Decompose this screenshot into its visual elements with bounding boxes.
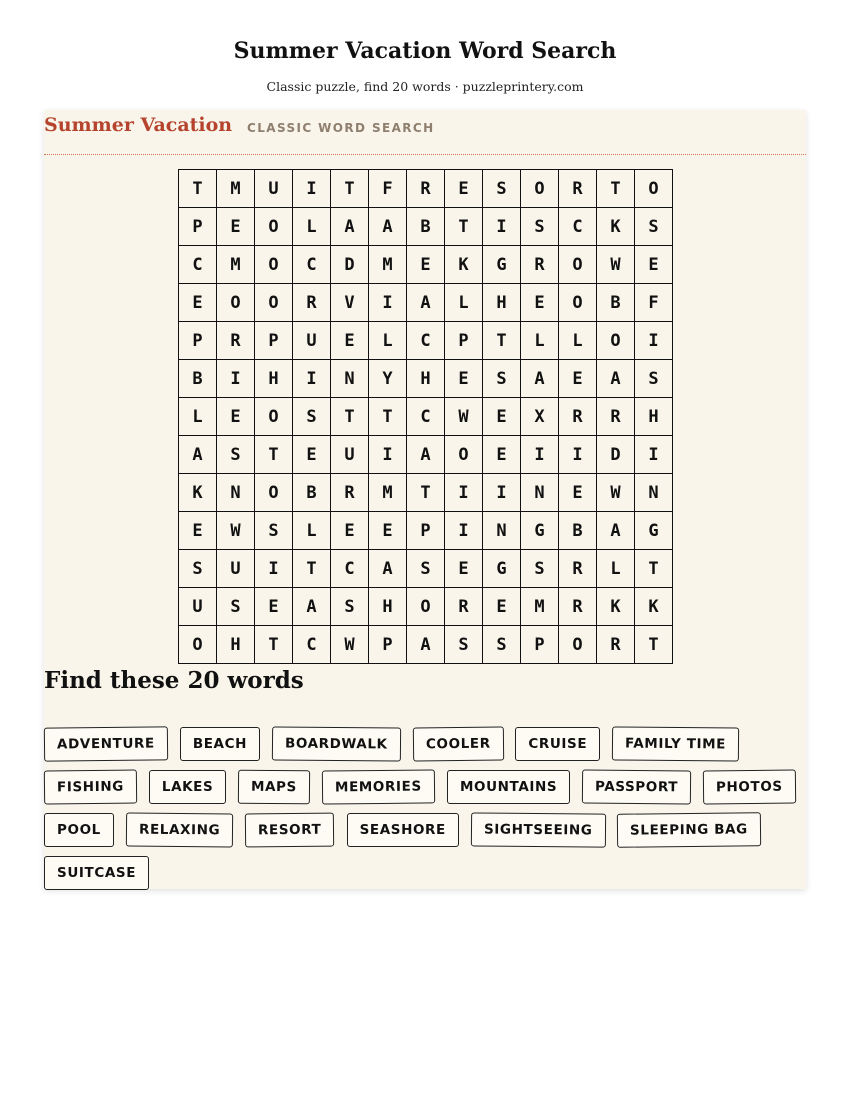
grid-cell[interactable]: R: [521, 246, 559, 284]
grid-cell[interactable]: B: [293, 474, 331, 512]
grid-cell[interactable]: M: [217, 246, 255, 284]
grid-cell[interactable]: K: [597, 588, 635, 626]
grid-cell[interactable]: E: [635, 246, 673, 284]
grid-cell[interactable]: I: [483, 208, 521, 246]
grid-cell[interactable]: T: [635, 550, 673, 588]
grid-cell[interactable]: E: [407, 246, 445, 284]
grid-cell[interactable]: M: [521, 588, 559, 626]
grid-cell[interactable]: F: [369, 170, 407, 208]
grid-cell[interactable]: E: [521, 284, 559, 322]
grid-cell[interactable]: G: [635, 512, 673, 550]
grid-cell[interactable]: N: [483, 512, 521, 550]
grid-cell[interactable]: O: [255, 284, 293, 322]
grid-cell[interactable]: R: [293, 284, 331, 322]
grid-cell[interactable]: I: [635, 322, 673, 360]
word-chip: RESORT: [245, 813, 335, 848]
grid-cell[interactable]: E: [445, 360, 483, 398]
word-chip: ADVENTURE: [44, 726, 168, 761]
grid-cell[interactable]: E: [179, 512, 217, 550]
word-chip: POOL: [44, 813, 114, 847]
word-chip: FAMILY TIME: [612, 726, 739, 761]
page-title: Summer Vacation Word Search: [233, 38, 617, 64]
grid-cell[interactable]: R: [407, 170, 445, 208]
grid-cell[interactable]: A: [179, 436, 217, 474]
grid-cell[interactable]: S: [445, 626, 483, 664]
grid-cell[interactable]: U: [217, 550, 255, 588]
grid-cell[interactable]: E: [483, 436, 521, 474]
grid-cell[interactable]: R: [559, 170, 597, 208]
grid-cell[interactable]: H: [407, 360, 445, 398]
grid-cell[interactable]: R: [445, 588, 483, 626]
grid-cell[interactable]: O: [179, 626, 217, 664]
word-chip: BOARDWALK: [272, 726, 401, 761]
grid-cell[interactable]: R: [559, 398, 597, 436]
grid-cell[interactable]: B: [407, 208, 445, 246]
grid-cell[interactable]: S: [217, 588, 255, 626]
grid-cell[interactable]: L: [293, 512, 331, 550]
grid-cell[interactable]: W: [597, 246, 635, 284]
grid-cell[interactable]: E: [217, 398, 255, 436]
grid-cell[interactable]: O: [559, 626, 597, 664]
grid-cell[interactable]: B: [597, 284, 635, 322]
grid-cell[interactable]: S: [293, 398, 331, 436]
grid-cell[interactable]: P: [445, 322, 483, 360]
grid-cell[interactable]: K: [635, 588, 673, 626]
grid-cell[interactable]: O: [559, 246, 597, 284]
grid-cell[interactable]: O: [445, 436, 483, 474]
grid-cell[interactable]: P: [369, 626, 407, 664]
grid-cell[interactable]: V: [331, 284, 369, 322]
word-chip: MAPS: [238, 770, 310, 805]
grid-cell[interactable]: T: [293, 550, 331, 588]
grid-cell[interactable]: S: [255, 512, 293, 550]
grid-cell[interactable]: O: [521, 170, 559, 208]
grid-cell[interactable]: S: [521, 550, 559, 588]
word-chip: FISHING: [44, 770, 137, 805]
grid-cell[interactable]: L: [597, 550, 635, 588]
grid-cell[interactable]: T: [369, 398, 407, 436]
grid-cell[interactable]: Y: [369, 360, 407, 398]
grid-cell[interactable]: A: [293, 588, 331, 626]
grid-cell[interactable]: S: [521, 208, 559, 246]
grid-cell[interactable]: R: [597, 398, 635, 436]
grid-cell[interactable]: E: [293, 436, 331, 474]
word-chip: RELAXING: [126, 813, 234, 848]
grid-cell[interactable]: F: [635, 284, 673, 322]
grid-cell[interactable]: C: [407, 398, 445, 436]
grid-cell[interactable]: E: [559, 474, 597, 512]
grid-cell[interactable]: E: [445, 550, 483, 588]
grid-cell[interactable]: S: [635, 208, 673, 246]
grid-cell[interactable]: T: [255, 436, 293, 474]
card-header: [44, 110, 806, 155]
grid-cell[interactable]: D: [597, 436, 635, 474]
grid-cell[interactable]: C: [407, 322, 445, 360]
grid-cell[interactable]: H: [483, 284, 521, 322]
grid-cell[interactable]: C: [293, 626, 331, 664]
grid-cell[interactable]: A: [407, 436, 445, 474]
card-title: Summer Vacation: [44, 114, 233, 136]
grid-cell[interactable]: S: [483, 170, 521, 208]
grid-cell[interactable]: P: [179, 322, 217, 360]
word-chip: SEASHORE: [347, 813, 459, 847]
grid-cell[interactable]: H: [369, 588, 407, 626]
word-chip: SIGHTSEEING: [471, 812, 606, 847]
grid-cell[interactable]: E: [217, 208, 255, 246]
letter-grid[interactable]: [178, 169, 673, 664]
grid-cell[interactable]: C: [293, 246, 331, 284]
grid-cell[interactable]: L: [369, 322, 407, 360]
grid-cell[interactable]: I: [445, 512, 483, 550]
grid-cell[interactable]: S: [635, 360, 673, 398]
grid-cell[interactable]: R: [331, 474, 369, 512]
grid-cell[interactable]: I: [293, 170, 331, 208]
grid-cell[interactable]: S: [217, 436, 255, 474]
word-list-heading: Find these 20 words: [44, 667, 304, 694]
card-tag: CLASSIC WORD SEARCH: [247, 121, 435, 135]
grid-cell[interactable]: T: [179, 170, 217, 208]
grid-cell[interactable]: I: [483, 474, 521, 512]
grid-cell[interactable]: E: [559, 360, 597, 398]
grid-cell[interactable]: I: [255, 550, 293, 588]
grid-cell[interactable]: W: [597, 474, 635, 512]
grid-cell[interactable]: I: [635, 436, 673, 474]
grid-cell[interactable]: L: [559, 322, 597, 360]
grid-cell[interactable]: N: [331, 360, 369, 398]
grid-cell[interactable]: O: [407, 588, 445, 626]
grid-cell[interactable]: L: [521, 322, 559, 360]
grid-cell[interactable]: T: [635, 626, 673, 664]
grid-cell[interactable]: O: [635, 170, 673, 208]
word-chip: CRUISE: [515, 727, 600, 761]
grid-cell[interactable]: E: [483, 588, 521, 626]
grid-cell[interactable]: W: [217, 512, 255, 550]
grid-cell[interactable]: E: [445, 170, 483, 208]
grid-cell[interactable]: A: [597, 360, 635, 398]
grid-cell[interactable]: A: [331, 208, 369, 246]
grid-cell[interactable]: T: [597, 170, 635, 208]
grid-cell[interactable]: H: [255, 360, 293, 398]
grid-cell[interactable]: G: [483, 550, 521, 588]
grid-cell[interactable]: R: [559, 588, 597, 626]
grid-cell[interactable]: R: [597, 626, 635, 664]
grid-cell[interactable]: P: [521, 626, 559, 664]
grid-cell[interactable]: O: [559, 284, 597, 322]
grid-cell[interactable]: I: [293, 360, 331, 398]
grid-cell[interactable]: K: [445, 246, 483, 284]
grid-cell[interactable]: I: [217, 360, 255, 398]
word-chip: BEACH: [180, 727, 260, 761]
grid-cell[interactable]: E: [369, 512, 407, 550]
grid-cell[interactable]: T: [445, 208, 483, 246]
page-subtitle: Classic puzzle, find 20 words · puzzleprintery.com: [266, 79, 584, 94]
grid-cell[interactable]: T: [407, 474, 445, 512]
grid-cell[interactable]: C: [331, 550, 369, 588]
grid-cell[interactable]: P: [255, 322, 293, 360]
grid-cell[interactable]: E: [255, 588, 293, 626]
grid-cell[interactable]: O: [217, 284, 255, 322]
grid-cell[interactable]: I: [369, 284, 407, 322]
grid-cell[interactable]: A: [369, 208, 407, 246]
grid-cell[interactable]: U: [331, 436, 369, 474]
grid-cell[interactable]: O: [597, 322, 635, 360]
grid-cell[interactable]: W: [331, 626, 369, 664]
grid-cell[interactable]: L: [293, 208, 331, 246]
grid-cell[interactable]: S: [331, 588, 369, 626]
grid-cell[interactable]: A: [597, 512, 635, 550]
grid-cell[interactable]: T: [255, 626, 293, 664]
word-chip: PHOTOS: [703, 770, 796, 805]
grid-cell[interactable]: A: [369, 550, 407, 588]
word-chip: LAKES: [149, 770, 226, 804]
grid-cell[interactable]: U: [293, 322, 331, 360]
grid-cell[interactable]: S: [483, 626, 521, 664]
grid-cell[interactable]: G: [521, 512, 559, 550]
grid-cell[interactable]: S: [179, 550, 217, 588]
grid-cell[interactable]: L: [445, 284, 483, 322]
word-chip: PASSPORT: [582, 770, 691, 805]
grid-cell[interactable]: L: [179, 398, 217, 436]
grid-cell[interactable]: B: [559, 512, 597, 550]
word-chip: MOUNTAINS: [447, 770, 570, 804]
grid-cell[interactable]: W: [445, 398, 483, 436]
grid-cell[interactable]: S: [407, 550, 445, 588]
grid-cell[interactable]: H: [635, 398, 673, 436]
grid-cell[interactable]: C: [179, 246, 217, 284]
grid-cell[interactable]: U: [255, 170, 293, 208]
grid-cell[interactable]: X: [521, 398, 559, 436]
grid-cell[interactable]: I: [445, 474, 483, 512]
grid-cell[interactable]: T: [331, 170, 369, 208]
grid-cell[interactable]: O: [255, 246, 293, 284]
grid-cell[interactable]: T: [483, 322, 521, 360]
grid-cell[interactable]: N: [521, 474, 559, 512]
grid-cell[interactable]: N: [635, 474, 673, 512]
word-chip: SUITCASE: [44, 856, 149, 890]
grid-cell[interactable]: E: [331, 512, 369, 550]
grid-cell[interactable]: E: [483, 398, 521, 436]
grid-cell[interactable]: M: [369, 474, 407, 512]
grid-cell[interactable]: H: [217, 626, 255, 664]
grid-cell[interactable]: K: [597, 208, 635, 246]
grid-cell[interactable]: R: [559, 550, 597, 588]
grid-cell[interactable]: A: [407, 626, 445, 664]
puzzle-card: [44, 110, 806, 889]
grid-cell[interactable]: O: [255, 208, 293, 246]
grid-cell[interactable]: O: [255, 398, 293, 436]
grid-cell[interactable]: M: [217, 170, 255, 208]
grid-cell[interactable]: T: [331, 398, 369, 436]
word-chip: MEMORIES: [322, 769, 435, 804]
grid-cell[interactable]: O: [255, 474, 293, 512]
grid-cell[interactable]: U: [179, 588, 217, 626]
grid-cell[interactable]: M: [369, 246, 407, 284]
grid-cell[interactable]: S: [483, 360, 521, 398]
grid-cell[interactable]: C: [559, 208, 597, 246]
grid-cell[interactable]: I: [559, 436, 597, 474]
grid-cell[interactable]: E: [179, 284, 217, 322]
word-chip: COOLER: [412, 727, 503, 762]
grid-cell[interactable]: P: [179, 208, 217, 246]
grid-cell[interactable]: E: [331, 322, 369, 360]
grid-cell[interactable]: G: [483, 246, 521, 284]
grid-cell[interactable]: I: [369, 436, 407, 474]
grid-cell[interactable]: A: [521, 360, 559, 398]
grid-cell[interactable]: P: [407, 512, 445, 550]
grid-cell[interactable]: B: [179, 360, 217, 398]
grid-cell[interactable]: D: [331, 246, 369, 284]
grid-cell[interactable]: A: [407, 284, 445, 322]
grid-cell[interactable]: N: [217, 474, 255, 512]
word-list: [44, 727, 806, 890]
word-chip: SLEEPING BAG: [617, 812, 761, 848]
grid-cell[interactable]: I: [521, 436, 559, 474]
grid-cell[interactable]: R: [217, 322, 255, 360]
grid-cell[interactable]: K: [179, 474, 217, 512]
